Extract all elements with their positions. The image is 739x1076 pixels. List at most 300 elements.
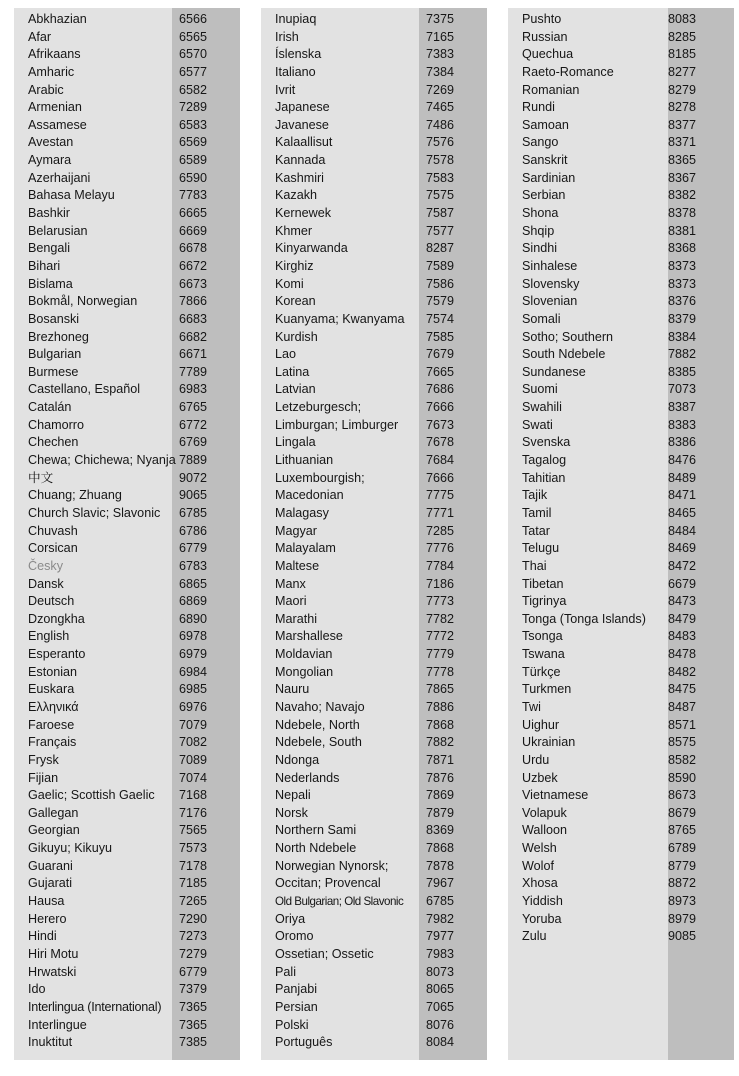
language-code: 6985	[179, 682, 208, 697]
language-code: 6683	[179, 311, 208, 326]
language-name: Urdu	[522, 752, 550, 767]
language-name: Quechua	[522, 47, 574, 62]
language-name: Yiddish	[522, 894, 563, 909]
language-code: 8368	[668, 241, 697, 256]
language-code: 8365	[668, 153, 697, 168]
language-row	[14, 152, 240, 170]
language-row	[261, 452, 487, 470]
language-code: 6682	[179, 329, 208, 344]
language-name: Catalán	[28, 400, 72, 415]
language-code: 7784	[426, 558, 455, 573]
language-code: 8582	[668, 752, 697, 767]
language-row	[508, 258, 734, 276]
language-code: 8479	[668, 611, 697, 626]
language-row	[14, 329, 240, 347]
language-row	[14, 276, 240, 294]
language-row	[261, 858, 487, 876]
language-name: Manx	[275, 576, 306, 591]
language-name: Javanese	[275, 117, 329, 132]
language-code: 6984	[179, 664, 208, 679]
language-name: Bosanski	[28, 311, 80, 326]
language-name: Raeto-Romance	[522, 64, 614, 79]
language-row	[14, 11, 240, 29]
language-name: Rundi	[522, 100, 555, 115]
language-row	[508, 576, 734, 594]
language-code: 7679	[426, 347, 455, 362]
language-row	[261, 875, 487, 893]
language-row	[14, 540, 240, 558]
language-row	[508, 858, 734, 876]
language-name: Castellano, Español	[28, 382, 141, 397]
language-code: 6566	[179, 12, 208, 26]
language-code: 6669	[179, 223, 208, 238]
language-name: Limburgan; Limburger	[275, 417, 399, 432]
language-row	[261, 981, 487, 999]
language-column-1	[14, 8, 240, 1060]
language-row	[14, 258, 240, 276]
language-name: Guarani	[28, 858, 73, 873]
language-name: Oromo	[275, 929, 314, 944]
language-row	[508, 470, 734, 488]
language-row	[14, 134, 240, 152]
language-code: 8382	[668, 188, 697, 203]
language-row	[508, 805, 734, 823]
language-name: Svenska	[522, 435, 571, 450]
language-name: Gallegan	[28, 805, 79, 820]
language-code: 7585	[426, 329, 455, 344]
language-code: 6583	[179, 117, 208, 132]
language-row	[14, 946, 240, 964]
language-name: Chewa; Chichewa; Nyanja	[28, 453, 176, 468]
language-name: English	[28, 629, 70, 644]
language-code: 8483	[668, 629, 697, 644]
language-row	[14, 46, 240, 64]
language-row	[508, 928, 734, 946]
language-row	[508, 311, 734, 329]
language-row	[14, 205, 240, 223]
language-code: 7879	[426, 805, 455, 820]
language-code: 9072	[179, 470, 208, 485]
language-code: 7565	[179, 823, 208, 838]
language-code: 6590	[179, 170, 208, 185]
language-code: 8384	[668, 329, 697, 344]
language-name: Marathi	[275, 611, 317, 626]
language-code: 6570	[179, 47, 208, 62]
language-row	[14, 840, 240, 858]
language-name: Volapuk	[522, 805, 567, 820]
language-name: Ndebele, South	[275, 735, 362, 750]
language-row	[261, 558, 487, 576]
language-name: Tamil	[522, 505, 552, 520]
language-name: Nepali	[275, 788, 311, 803]
language-row	[261, 29, 487, 47]
language-code: 8367	[668, 170, 697, 185]
language-code: 7082	[179, 735, 208, 750]
language-code: 6976	[179, 699, 208, 714]
language-name: South Ndebele	[522, 347, 606, 362]
language-name: Zulu	[522, 929, 547, 944]
language-code: 7666	[426, 400, 455, 415]
language-name: Swati	[522, 417, 553, 432]
language-row	[508, 875, 734, 893]
language-code: 8679	[668, 805, 697, 820]
language-code: 7665	[426, 364, 455, 379]
language-name: Sotho; Southern	[522, 329, 614, 344]
language-name: Tonga (Tonga Islands)	[522, 611, 646, 626]
language-name: Sardinian	[522, 170, 576, 185]
language-code: 7273	[179, 929, 208, 944]
language-code: 8872	[668, 876, 697, 891]
language-name: Esperanto	[28, 647, 86, 662]
language-code: 6679	[668, 576, 697, 591]
language-code: 8779	[668, 858, 697, 873]
language-row	[261, 364, 487, 382]
language-row	[261, 311, 487, 329]
language-row	[261, 822, 487, 840]
language-code: 8575	[668, 735, 697, 750]
language-row	[508, 752, 734, 770]
language-code: 8287	[426, 241, 455, 256]
language-name: Interlingue	[28, 1017, 87, 1032]
language-name: Tajik	[522, 488, 548, 503]
language-code: 7878	[426, 858, 455, 873]
language-code: 8373	[668, 258, 697, 273]
language-name: Pali	[275, 964, 296, 979]
language-row	[14, 964, 240, 982]
language-name: Ivrit	[275, 82, 296, 97]
language-row	[508, 187, 734, 205]
language-name: Armenian	[28, 100, 82, 115]
language-code: 7977	[426, 929, 455, 944]
language-row	[508, 329, 734, 347]
language-name: Assamese	[28, 117, 87, 132]
language-row	[508, 452, 734, 470]
language-row	[508, 276, 734, 294]
language-code: 7871	[426, 752, 455, 767]
language-code: 6890	[179, 611, 208, 626]
language-name: Abkhazian	[28, 12, 87, 26]
language-row	[261, 381, 487, 399]
language-row	[14, 240, 240, 258]
language-row	[14, 170, 240, 188]
language-code: 7579	[426, 294, 455, 309]
language-code: 6765	[179, 400, 208, 415]
language-name: Avestan	[28, 135, 74, 150]
language-name: Türkçe	[522, 664, 561, 679]
language-name: Sango	[522, 135, 559, 150]
language-code: 6783	[179, 558, 208, 573]
language-row	[508, 734, 734, 752]
language-code: 7575	[426, 188, 455, 203]
language-name: Kalaallisut	[275, 135, 333, 150]
language-row	[508, 770, 734, 788]
language-list	[261, 11, 487, 1052]
language-name: Gaelic; Scottish Gaelic	[28, 788, 155, 803]
language-name: Bahasa Melayu	[28, 188, 115, 203]
language-code: 7289	[179, 100, 208, 115]
language-row	[261, 434, 487, 452]
language-name: Church Slavic; Slavonic	[28, 505, 161, 520]
language-code: 7778	[426, 664, 455, 679]
language-name: Hrwatski	[28, 964, 77, 979]
language-code: 7185	[179, 876, 208, 891]
language-name: Korean	[275, 294, 316, 309]
language-name: Pushto	[522, 12, 562, 26]
language-name: Khmer	[275, 223, 313, 238]
language-code: 7578	[426, 153, 455, 168]
language-row	[261, 258, 487, 276]
language-code: 9085	[668, 929, 697, 944]
language-name: Tahitian	[522, 470, 566, 485]
language-name: Hausa	[28, 894, 65, 909]
language-code: 8378	[668, 206, 697, 221]
language-name: Bengali	[28, 241, 71, 256]
language-code: 7782	[426, 611, 455, 626]
language-code: 7285	[426, 523, 455, 538]
language-code: 7866	[179, 294, 208, 309]
language-row	[261, 399, 487, 417]
language-name: Wolof	[522, 858, 554, 873]
language-name: 中文	[28, 470, 54, 485]
language-code: 7789	[179, 364, 208, 379]
language-code: 8489	[668, 470, 697, 485]
language-code: 7865	[426, 682, 455, 697]
language-name: Português	[275, 1035, 333, 1050]
language-code: 6785	[426, 894, 455, 909]
language-name: Ndebele, North	[275, 717, 360, 732]
language-row	[14, 1034, 240, 1052]
language-code: 8385	[668, 364, 697, 379]
language-row	[508, 205, 734, 223]
language-code: 8478	[668, 647, 697, 662]
language-name: Bashkir	[28, 206, 70, 221]
language-row	[14, 523, 240, 541]
language-code: 8472	[668, 558, 697, 573]
language-row	[508, 117, 734, 135]
language-name: Polski	[275, 1017, 309, 1032]
language-code: 7576	[426, 135, 455, 150]
language-code: 7465	[426, 100, 455, 115]
language-name: Bulgarian	[28, 347, 82, 362]
language-code: 7073	[668, 382, 697, 397]
language-code: 7869	[426, 788, 455, 803]
language-name: Walloon	[522, 823, 568, 838]
language-row	[14, 734, 240, 752]
language-name: Suomi	[522, 382, 558, 397]
language-row	[261, 576, 487, 594]
language-name: Irish	[275, 29, 299, 44]
language-name: Afrikaans	[28, 47, 81, 62]
language-code: 6569	[179, 135, 208, 150]
language-code: 6786	[179, 523, 208, 538]
language-name: Ido	[28, 982, 46, 997]
language-code: 6779	[179, 541, 208, 556]
language-code: 6779	[179, 964, 208, 979]
language-name: Vietnamese	[522, 788, 589, 803]
language-row	[261, 805, 487, 823]
language-row	[14, 593, 240, 611]
language-row	[508, 505, 734, 523]
language-name: Nederlands	[275, 770, 340, 785]
language-row	[508, 152, 734, 170]
language-name: Aymara	[28, 153, 72, 168]
language-name: Xhosa	[522, 876, 558, 891]
language-row	[261, 505, 487, 523]
language-row	[261, 523, 487, 541]
language-name: Serbian	[522, 188, 566, 203]
language-row	[261, 593, 487, 611]
language-name: Gujarati	[28, 876, 73, 891]
language-row	[261, 717, 487, 735]
language-row	[14, 858, 240, 876]
language-code: 6772	[179, 417, 208, 432]
language-code: 7967	[426, 876, 455, 891]
language-row	[508, 523, 734, 541]
language-name: Français	[28, 735, 77, 750]
language-row	[14, 893, 240, 911]
language-row	[261, 681, 487, 699]
language-row	[508, 170, 734, 188]
language-code: 9065	[179, 488, 208, 503]
language-row	[14, 875, 240, 893]
language-code: 7868	[426, 717, 455, 732]
language-name: Panjabi	[275, 982, 318, 997]
language-code: 6671	[179, 347, 208, 362]
language-name: Amharic	[28, 64, 75, 79]
language-row	[508, 787, 734, 805]
language-row	[261, 840, 487, 858]
language-row	[261, 276, 487, 294]
language-code: 8465	[668, 505, 697, 520]
language-name: Oriya	[275, 911, 306, 926]
language-row	[261, 999, 487, 1017]
language-row	[14, 434, 240, 452]
language-name: Interlingua (International)	[28, 999, 162, 1014]
language-code: 7079	[179, 717, 208, 732]
language-code: 7486	[426, 117, 455, 132]
language-name: Arabic	[28, 82, 64, 97]
language-name: Persian	[275, 999, 318, 1014]
language-row	[508, 487, 734, 505]
language-code: 7783	[179, 188, 208, 203]
language-name: Brezhoneg	[28, 329, 89, 344]
language-row	[508, 434, 734, 452]
language-name: Tibetan	[522, 576, 564, 591]
language-name: Chechen	[28, 435, 79, 450]
language-name: Kurdish	[275, 329, 318, 344]
language-name: Romanian	[522, 82, 580, 97]
language-row	[14, 452, 240, 470]
language-row	[508, 822, 734, 840]
language-row	[261, 487, 487, 505]
language-code: 8279	[668, 82, 697, 97]
language-code: 7983	[426, 946, 455, 961]
language-row	[508, 593, 734, 611]
language-code: 7886	[426, 699, 455, 714]
language-row	[508, 399, 734, 417]
language-row	[14, 399, 240, 417]
language-row	[14, 417, 240, 435]
language-row	[14, 82, 240, 100]
language-name: Bokmål, Norwegian	[28, 294, 138, 309]
language-code: 6589	[179, 153, 208, 168]
language-name: Deutsch	[28, 594, 75, 609]
language-name: Norsk	[275, 805, 308, 820]
language-name: Lao	[275, 347, 297, 362]
language-code: 7772	[426, 629, 455, 644]
language-row	[14, 311, 240, 329]
language-code: 7186	[426, 576, 455, 591]
language-code: 7265	[179, 894, 208, 909]
language-code: 6785	[179, 505, 208, 520]
language-name: Uighur	[522, 717, 560, 732]
language-row	[14, 505, 240, 523]
language-code: 8371	[668, 135, 697, 150]
language-name: Inupiaq	[275, 12, 317, 26]
language-code: 7876	[426, 770, 455, 785]
language-row	[261, 82, 487, 100]
language-code: 7574	[426, 311, 455, 326]
language-code: 8277	[668, 64, 697, 79]
language-row	[14, 346, 240, 364]
language-code: 7269	[426, 82, 455, 97]
language-name: Twi	[522, 699, 541, 714]
language-name: Kazakh	[275, 188, 318, 203]
language-row	[14, 928, 240, 946]
language-name: Welsh	[522, 841, 557, 856]
language-name: Tigrinya	[522, 594, 567, 609]
language-code: 8673	[668, 788, 697, 803]
language-name: Frysk	[28, 752, 59, 767]
language-row	[508, 893, 734, 911]
language-code: 7577	[426, 223, 455, 238]
language-name: Occitan; Provencal	[275, 876, 381, 891]
language-row	[508, 540, 734, 558]
language-code: 6769	[179, 435, 208, 450]
language-row	[14, 646, 240, 664]
language-code: 8084	[426, 1035, 455, 1050]
language-row	[261, 240, 487, 258]
language-code: 6979	[179, 647, 208, 662]
language-name: Japanese	[275, 100, 330, 115]
language-name: Shona	[522, 206, 559, 221]
language-code: 7384	[426, 64, 455, 79]
language-name: Kirghiz	[275, 258, 314, 273]
language-name: Fijian	[28, 770, 59, 785]
language-code: 7365	[179, 1017, 208, 1032]
language-row	[261, 1034, 487, 1052]
language-row	[14, 558, 240, 576]
language-row	[261, 99, 487, 117]
language-name: Kannada	[275, 153, 326, 168]
language-row	[261, 752, 487, 770]
language-row	[14, 364, 240, 382]
language-row	[261, 540, 487, 558]
language-code: 8065	[426, 982, 455, 997]
language-column-3	[508, 8, 734, 1060]
language-code: 8471	[668, 488, 697, 503]
language-name: Uzbek	[522, 770, 558, 785]
language-code: 8379	[668, 311, 697, 326]
language-row	[14, 805, 240, 823]
language-row	[14, 717, 240, 735]
language-name: Bislama	[28, 276, 73, 291]
language-name: Česky	[28, 558, 63, 573]
language-list	[14, 11, 240, 1052]
language-name: Kuanyama; Kwanyama	[275, 311, 405, 326]
language-row	[508, 664, 734, 682]
language-code: 8377	[668, 117, 697, 132]
